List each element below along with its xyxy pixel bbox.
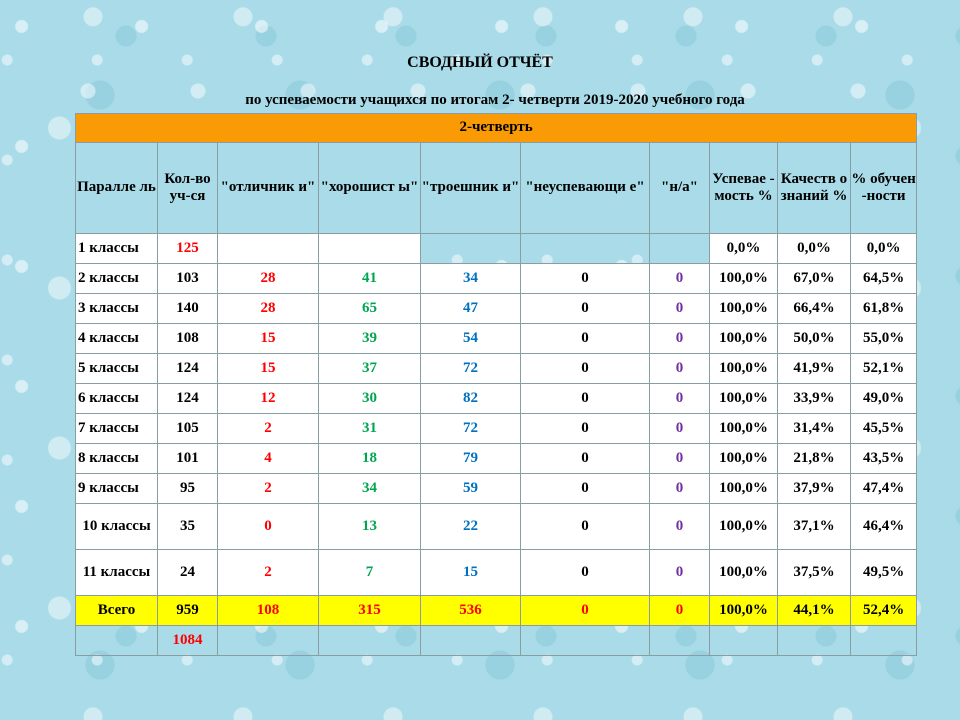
cell-label: 9 классы [76,474,158,504]
report-table [75,113,917,656]
col-header-good: "хорошист ы" [319,143,421,234]
cell-quality: 50,0% [778,324,851,354]
total-cell-label: Всего [76,596,158,626]
cell-satisfactory: 34 [421,264,521,294]
col-header-excellent: "отличник и" [218,143,319,234]
cell-label: 2 классы [76,264,158,294]
cell-satisfactory: 72 [421,354,521,384]
cell-quality: 33,9% [778,384,851,414]
col-header-parallel: Паралле ль [76,143,158,234]
table-row [76,550,917,596]
cell-good: 65 [319,294,421,324]
extra-empty-cell [710,626,778,656]
extra-empty-cell [521,626,650,656]
cell-count: 124 [158,384,218,414]
extra-empty-cell [218,626,319,656]
cell-progress: 100,0% [710,384,778,414]
quarter-header-row [76,114,917,143]
cell-na: 0 [650,504,710,550]
col-header-quality: Качеств о знаний % [778,143,851,234]
cell-label: 11 классы [76,550,158,596]
cell-learning: 49,0% [851,384,917,414]
cell-failing: 0 [521,384,650,414]
cell-progress: 100,0% [710,324,778,354]
cell-good: 41 [319,264,421,294]
cell-failing: 0 [521,550,650,596]
cell-learning: 47,4% [851,474,917,504]
cell-progress: 100,0% [710,550,778,596]
total-cell-failing: 0 [521,596,650,626]
total-cell-satisfactory: 536 [421,596,521,626]
cell-failing: 0 [521,504,650,550]
cell-progress: 0,0% [710,234,778,264]
cell-na: 0 [650,474,710,504]
cell-learning: 52,1% [851,354,917,384]
cell-label: 6 классы [76,384,158,414]
table-row [76,474,917,504]
cell-good: 18 [319,444,421,474]
col-header-failing: "неуспевающи е" [521,143,650,234]
cell-progress: 100,0% [710,294,778,324]
cell-failing: 0 [521,474,650,504]
cell-count: 95 [158,474,218,504]
cell-excellent: 15 [218,324,319,354]
cell-na: 0 [650,324,710,354]
cell-count: 103 [158,264,218,294]
extra-empty-cell [319,626,421,656]
cell-satisfactory: 22 [421,504,521,550]
cell-quality: 31,4% [778,414,851,444]
cell-good: 37 [319,354,421,384]
table-row [76,234,917,264]
cell-good: 13 [319,504,421,550]
cell-quality: 41,9% [778,354,851,384]
cell-good: 31 [319,414,421,444]
cell-satisfactory: 72 [421,414,521,444]
cell-excellent: 15 [218,354,319,384]
cell-satisfactory: 59 [421,474,521,504]
cell-label: 1 классы [76,234,158,264]
cell-failing: 0 [521,354,650,384]
cell-excellent [218,234,319,264]
cell-satisfactory: 15 [421,550,521,596]
cell-excellent: 2 [218,550,319,596]
table-row [76,444,917,474]
cell-satisfactory: 82 [421,384,521,414]
cell-learning: 43,5% [851,444,917,474]
col-header-count: Кол-во уч-ся [158,143,218,234]
total-cell-learning: 52,4% [851,596,917,626]
total-cell-progress: 100,0% [710,596,778,626]
cell-na: 0 [650,444,710,474]
cell-label: 10 классы [76,504,158,550]
total-cell-count: 959 [158,596,218,626]
cell-na: 0 [650,354,710,384]
table-row [76,414,917,444]
cell-satisfactory [421,234,521,264]
cell-failing: 0 [521,444,650,474]
col-header-progress: Успевае - мость % [710,143,778,234]
report-title: СВОДНЫЙ ОТЧЁТ [407,54,553,71]
table-row [76,264,917,294]
table-row [76,294,917,324]
total-cell-na: 0 [650,596,710,626]
report-subtitle: по успеваемости учащихся по итогам 2- четверти 2019-2020 учебного года [245,92,745,108]
cell-good: 7 [319,550,421,596]
cell-good: 34 [319,474,421,504]
total-cell-excellent: 108 [218,596,319,626]
cell-excellent: 2 [218,474,319,504]
cell-na [650,234,710,264]
cell-quality: 67,0% [778,264,851,294]
cell-na: 0 [650,550,710,596]
quarter-label: 2-четверть [76,114,917,143]
column-header-row [76,143,917,234]
cell-count: 24 [158,550,218,596]
total-cell-quality: 44,1% [778,596,851,626]
extra-row [76,626,917,656]
cell-failing [521,234,650,264]
cell-failing: 0 [521,324,650,354]
table-row [76,324,917,354]
cell-failing: 0 [521,264,650,294]
cell-excellent: 2 [218,414,319,444]
cell-progress: 100,0% [710,264,778,294]
cell-na: 0 [650,384,710,414]
cell-quality: 21,8% [778,444,851,474]
extra-empty-cell [778,626,851,656]
cell-count: 108 [158,324,218,354]
cell-satisfactory: 47 [421,294,521,324]
cell-label: 3 классы [76,294,158,324]
cell-quality: 37,9% [778,474,851,504]
cell-quality: 66,4% [778,294,851,324]
cell-quality: 0,0% [778,234,851,264]
cell-good: 30 [319,384,421,414]
cell-learning: 0,0% [851,234,917,264]
table-row [76,354,917,384]
col-header-learning: % обучен -ности [851,143,917,234]
cell-excellent: 28 [218,264,319,294]
extra-empty-cell [421,626,521,656]
cell-label: 5 классы [76,354,158,384]
cell-count: 140 [158,294,218,324]
cell-count: 105 [158,414,218,444]
cell-satisfactory: 54 [421,324,521,354]
cell-learning: 61,8% [851,294,917,324]
cell-progress: 100,0% [710,354,778,384]
cell-count: 101 [158,444,218,474]
total-cell-good: 315 [319,596,421,626]
cell-na: 0 [650,264,710,294]
cell-label: 4 классы [76,324,158,354]
cell-na: 0 [650,294,710,324]
cell-progress: 100,0% [710,414,778,444]
cell-excellent: 4 [218,444,319,474]
extra-empty-cell [650,626,710,656]
extra-empty-cell [76,626,158,656]
extra-count-cell: 1084 [158,626,218,656]
col-header-satisfactory: "троешник и" [421,143,521,234]
cell-learning: 64,5% [851,264,917,294]
col-header-na: "н/а" [650,143,710,234]
cell-progress: 100,0% [710,504,778,550]
cell-failing: 0 [521,294,650,324]
cell-label: 7 классы [76,414,158,444]
cell-learning: 55,0% [851,324,917,354]
cell-quality: 37,5% [778,550,851,596]
cell-excellent: 0 [218,504,319,550]
cell-label: 8 классы [76,444,158,474]
cell-na: 0 [650,414,710,444]
cell-good: 39 [319,324,421,354]
cell-count: 124 [158,354,218,384]
cell-excellent: 12 [218,384,319,414]
table-row [76,384,917,414]
cell-learning: 46,4% [851,504,917,550]
cell-learning: 49,5% [851,550,917,596]
cell-satisfactory: 79 [421,444,521,474]
extra-empty-cell [851,626,917,656]
cell-progress: 100,0% [710,444,778,474]
cell-quality: 37,1% [778,504,851,550]
cell-excellent: 28 [218,294,319,324]
cell-good [319,234,421,264]
cell-count: 125 [158,234,218,264]
cell-progress: 100,0% [710,474,778,504]
cell-learning: 45,5% [851,414,917,444]
cell-count: 35 [158,504,218,550]
total-row [76,596,917,626]
table-row [76,504,917,550]
cell-failing: 0 [521,414,650,444]
